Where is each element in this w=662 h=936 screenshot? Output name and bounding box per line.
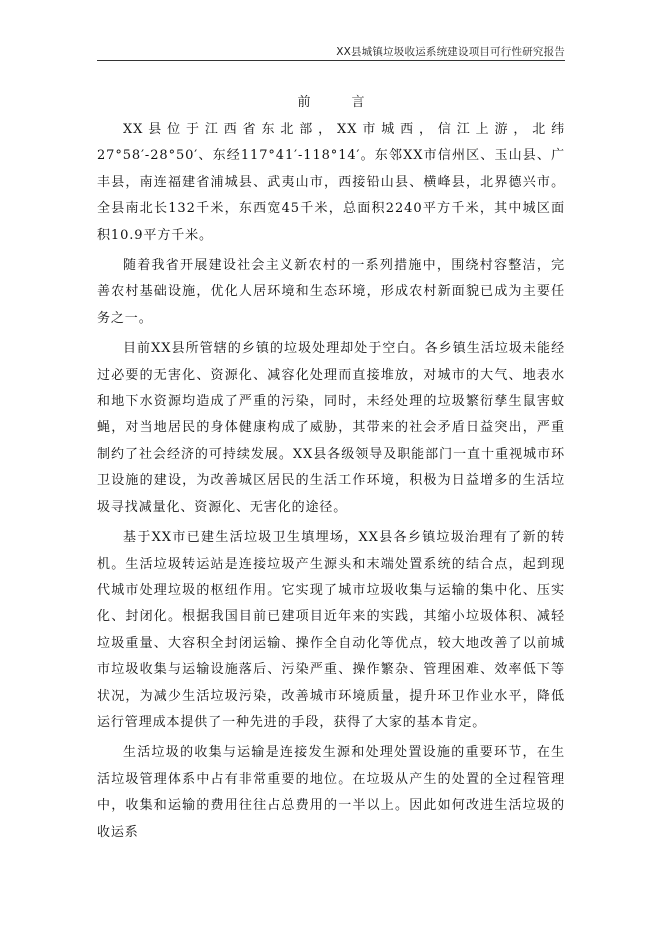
paragraph: 生活垃圾的收集与运输是连接发生源和处理处置设施的重要环节，在生活垃圾管理体系中占有非常重要的地位。在垃圾从产生的处置的全过程管理中，收集和运输的费用往往占总费用的一半以上。因此如何改进生活垃圾的收运系: [97, 745, 565, 840]
header-divider: [97, 60, 565, 61]
paragraph: 目前XX县所管辖的乡镇的垃圾处理却处于空白。各乡镇生活垃圾未能经过必要的无害化、资源化、减容化处理而直接堆放，对城市的大气、地表水和地下水资源均造成了严重的污染，同时，未经处理的垃圾繁衍孳生鼠害蚊蝇，对当地居民的身体健康构成了威胁，其带来的社会矛盾日益突出，严重制约了社会经济的可持续发展。XX县各级领导及职能部门一直十重视城市环卫设施的建设，为改善城区居民的生活工作环境，积极为日益增多的生活垃圾寻找减量化、资源化、无害化的途径。: [97, 341, 565, 515]
document-body: [97, 117, 565, 846]
running-header: XX县城镇垃圾收运系统建设项目可行性研究报告: [336, 46, 565, 58]
page-title: 前 言: [297, 95, 379, 110]
paragraph: 基于XX市已建生活垃圾卫生填埋场，XX县各乡镇垃圾治理有了新的转机。生活垃圾转运站是连接垃圾产生源头和末端处置系统的结合点，起到现代城市处理垃圾的枢纽作用。它实现了城市垃圾收集与运输的集中化、压实化、封闭化。根据我国目前已建项目近年来的实践，其缩小垃圾体积、减轻垃圾重量、大容积全封闭运输、操作全自动化等优点，较大地改善了以前城市垃圾收集与运输设施落后、污染严重、操作繁杂、管理困难、效率低下等状况，为减少生活垃圾污染，改善城市环境质量，提升环卫作业水平，降低运行管理成本提供了一种先进的手段，获得了大家的基本肯定。: [97, 530, 565, 730]
paragraph: 随着我省开展建设社会主义新农村的一系列措施中，围绕村容整洁，完善农村基础设施，优化人居环境和生态环境，形成农村新面貌已成为主要任务之一。: [97, 258, 565, 326]
paragraph: XX县位于江西省东北部，XX市城西，信江上游，北纬27°58′-28°50′、东经117°41′-118°14′。东邻XX市信州区、玉山县、广丰县，南连福建省浦城县、武夷山市，西接铅山县、横峰县，北界德兴市。全县南北长132千米，东西宽45千米，总面积2240平方千米，其中城区面积10.9平方千米。: [97, 122, 565, 243]
